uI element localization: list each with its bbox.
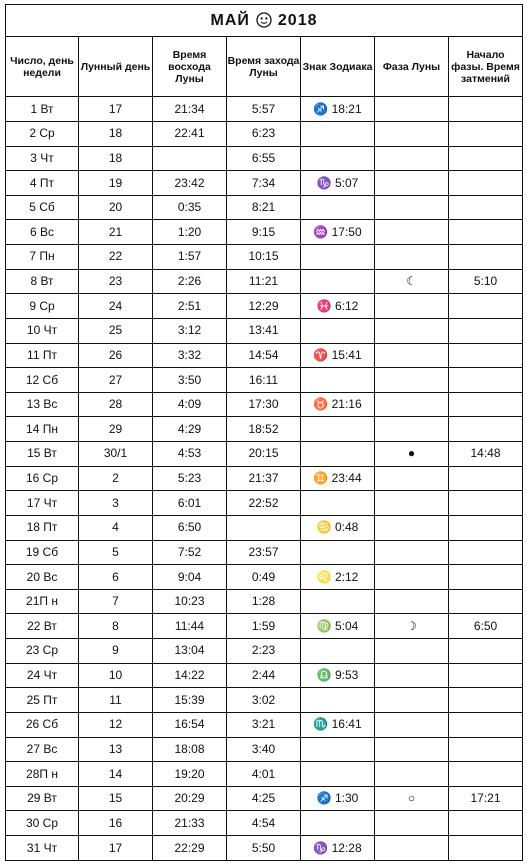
phase-cell (375, 121, 449, 146)
phase-time-cell (449, 368, 523, 393)
lunar-day-cell: 8 (79, 614, 153, 639)
moonset-cell: 1:28 (227, 589, 301, 614)
phase-time-cell (449, 737, 523, 762)
moonrise-cell: 15:39 (153, 688, 227, 713)
month-name: МАЙ (210, 11, 250, 29)
moonset-cell: 12:29 (227, 294, 301, 319)
phase-time-cell (449, 97, 523, 122)
date-cell: 12 Сб (6, 368, 79, 393)
phase-cell (375, 318, 449, 343)
moonrise-cell: 20:29 (153, 786, 227, 811)
phase-time-cell (449, 688, 523, 713)
phase-cell (375, 565, 449, 590)
phase-time-cell: 14:48 (449, 442, 523, 467)
phase-cell (375, 466, 449, 491)
lunar-day-cell: 3 (79, 491, 153, 516)
phase-cell (375, 491, 449, 516)
lunar-day-cell: 24 (79, 294, 153, 319)
moonrise-cell: 1:57 (153, 245, 227, 270)
moonrise-cell: 2:26 (153, 269, 227, 294)
date-cell: 10 Чт (6, 318, 79, 343)
moonset-cell: 3:40 (227, 737, 301, 762)
moonset-cell: 3:21 (227, 712, 301, 737)
table-row (6, 786, 523, 811)
table-row (6, 688, 523, 713)
phase-time-cell (449, 466, 523, 491)
lunar-day-cell: 30/1 (79, 442, 153, 467)
moonset-cell: 18:52 (227, 417, 301, 442)
zodiac-cell: ♉ 21:16 (301, 392, 375, 417)
moonrise-cell: 16:54 (153, 712, 227, 737)
moonset-cell: 2:44 (227, 663, 301, 688)
lunar-day-cell: 5 (79, 540, 153, 565)
lunar-day-cell: 17 (79, 836, 153, 861)
moonrise-cell: 22:29 (153, 836, 227, 861)
zodiac-cell (301, 146, 375, 171)
zodiac-cell: ♌ 2:12 (301, 565, 375, 590)
phase-time-cell (449, 245, 523, 270)
table-row (6, 515, 523, 540)
moonrise-cell: 2:51 (153, 294, 227, 319)
phase-time-cell (449, 589, 523, 614)
zodiac-cell (301, 811, 375, 836)
moonrise-cell (153, 146, 227, 171)
phase-time-cell (449, 565, 523, 590)
zodiac-cell (301, 639, 375, 664)
table-row (6, 737, 523, 762)
lunar-day-cell: 15 (79, 786, 153, 811)
moonset-cell: 14:54 (227, 343, 301, 368)
moonset-cell: 6:55 (227, 146, 301, 171)
date-cell: 14 Пн (6, 417, 79, 442)
table-row (6, 318, 523, 343)
table-row (6, 368, 523, 393)
moon-calendar-table (5, 4, 523, 861)
moonrise-cell: 6:50 (153, 515, 227, 540)
col-header-date: Число, день недели (6, 36, 79, 97)
moonrise-cell: 13:04 (153, 639, 227, 664)
lunar-day-cell: 12 (79, 712, 153, 737)
moonrise-cell: 3:12 (153, 318, 227, 343)
lunar-day-cell: 17 (79, 97, 153, 122)
zodiac-cell (301, 737, 375, 762)
moonset-cell: 13:41 (227, 318, 301, 343)
moonset-cell: 6:23 (227, 121, 301, 146)
moonset-cell: 20:15 (227, 442, 301, 467)
table-row (6, 417, 523, 442)
moonrise-cell: 21:34 (153, 97, 227, 122)
moonset-cell: 9:15 (227, 220, 301, 245)
table-row (6, 146, 523, 171)
table-row (6, 836, 523, 861)
moonrise-cell: 4:09 (153, 392, 227, 417)
phase-time-cell (449, 762, 523, 787)
zodiac-cell (301, 442, 375, 467)
lunar-day-cell: 26 (79, 343, 153, 368)
date-cell: 23 Ср (6, 639, 79, 664)
lunar-day-cell: 28 (79, 392, 153, 417)
phase-cell (375, 171, 449, 196)
lunar-day-cell: 9 (79, 639, 153, 664)
zodiac-cell (301, 368, 375, 393)
phase-time-cell (449, 146, 523, 171)
date-cell: 1 Вт (6, 97, 79, 122)
phase-cell (375, 368, 449, 393)
table-title (6, 5, 523, 37)
lunar-day-cell: 18 (79, 121, 153, 146)
lunar-day-cell: 13 (79, 737, 153, 762)
moonrise-cell: 6:01 (153, 491, 227, 516)
phase-time-cell (449, 639, 523, 664)
table-row (6, 565, 523, 590)
date-cell: 11 Пт (6, 343, 79, 368)
phase-time-cell (449, 318, 523, 343)
table-row (6, 121, 523, 146)
table-row (6, 811, 523, 836)
date-cell: 26 Сб (6, 712, 79, 737)
moonset-cell: 10:15 (227, 245, 301, 270)
moonrise-cell: 11:44 (153, 614, 227, 639)
date-cell: 13 Вс (6, 392, 79, 417)
zodiac-cell: ♊ 23:44 (301, 466, 375, 491)
table-row (6, 639, 523, 664)
moonset-cell: 7:34 (227, 171, 301, 196)
date-cell: 7 Пн (6, 245, 79, 270)
phase-time-cell (449, 195, 523, 220)
table-row (6, 712, 523, 737)
phase-time-cell (449, 121, 523, 146)
lunar-day-cell: 10 (79, 663, 153, 688)
date-cell: 29 Вт (6, 786, 79, 811)
zodiac-cell (301, 762, 375, 787)
zodiac-cell (301, 540, 375, 565)
phase-cell (375, 245, 449, 270)
zodiac-cell (301, 491, 375, 516)
phase-cell (375, 811, 449, 836)
lunar-day-cell: 22 (79, 245, 153, 270)
lunar-day-cell: 18 (79, 146, 153, 171)
zodiac-cell (301, 121, 375, 146)
phase-cell (375, 663, 449, 688)
phase-cell: ○ (375, 786, 449, 811)
zodiac-cell: ♐ 18:21 (301, 97, 375, 122)
phase-time-cell (449, 392, 523, 417)
phase-cell (375, 688, 449, 713)
table-row (6, 491, 523, 516)
phase-cell (375, 762, 449, 787)
zodiac-cell: ♐ 1:30 (301, 786, 375, 811)
moonrise-cell: 18:08 (153, 737, 227, 762)
table-row (6, 392, 523, 417)
date-cell: 27 Вс (6, 737, 79, 762)
date-cell: 17 Чт (6, 491, 79, 516)
date-cell: 25 Пт (6, 688, 79, 713)
date-cell: 6 Вс (6, 220, 79, 245)
phase-cell (375, 195, 449, 220)
phase-time-cell: 17:21 (449, 786, 523, 811)
table-row (6, 762, 523, 787)
phase-cell: ● (375, 442, 449, 467)
table-row (6, 540, 523, 565)
phase-time-cell (449, 712, 523, 737)
moonset-cell: 0:49 (227, 565, 301, 590)
table-row (6, 589, 523, 614)
date-cell: 22 Вт (6, 614, 79, 639)
phase-cell (375, 97, 449, 122)
zodiac-cell (301, 417, 375, 442)
moonrise-cell: 7:52 (153, 540, 227, 565)
phase-cell: ☾ (375, 269, 449, 294)
date-cell: 9 Ср (6, 294, 79, 319)
table-row (6, 195, 523, 220)
phase-time-cell (449, 515, 523, 540)
lunar-day-cell: 16 (79, 811, 153, 836)
moonrise-cell: 19:20 (153, 762, 227, 787)
col-header-phase: Фаза Луны (375, 36, 449, 97)
moonset-cell: 23:57 (227, 540, 301, 565)
moonset-cell: 16:11 (227, 368, 301, 393)
date-cell: 2 Ср (6, 121, 79, 146)
moonset-cell: 21:37 (227, 466, 301, 491)
date-cell: 31 Чт (6, 836, 79, 861)
lunar-day-cell: 20 (79, 195, 153, 220)
moonrise-cell: 21:33 (153, 811, 227, 836)
lunar-day-cell: 27 (79, 368, 153, 393)
phase-cell (375, 836, 449, 861)
date-cell: 28П н (6, 762, 79, 787)
zodiac-cell (301, 269, 375, 294)
col-header-moonrise: Время восхода Луны (153, 36, 227, 97)
table-row (6, 220, 523, 245)
moonset-cell: 11:21 (227, 269, 301, 294)
moonset-cell: 17:30 (227, 392, 301, 417)
date-cell: 30 Ср (6, 811, 79, 836)
phase-time-cell (449, 171, 523, 196)
table-row (6, 269, 523, 294)
zodiac-cell: ♏ 16:41 (301, 712, 375, 737)
phase-cell (375, 589, 449, 614)
zodiac-cell: ♍ 5:04 (301, 614, 375, 639)
year: 2018 (277, 11, 318, 29)
phase-time-cell (449, 811, 523, 836)
moonrise-cell: 23:42 (153, 171, 227, 196)
moonset-cell: 1:59 (227, 614, 301, 639)
moonset-cell: 22:52 (227, 491, 301, 516)
date-cell: 19 Сб (6, 540, 79, 565)
zodiac-cell: ♒ 17:50 (301, 220, 375, 245)
table-row (6, 466, 523, 491)
lunar-day-cell: 2 (79, 466, 153, 491)
table-row (6, 614, 523, 639)
moon-face-icon (256, 12, 272, 28)
phase-time-cell (449, 540, 523, 565)
zodiac-cell: ♑ 12:28 (301, 836, 375, 861)
lunar-day-cell: 6 (79, 565, 153, 590)
zodiac-cell: ♑ 5:07 (301, 171, 375, 196)
date-cell: 24 Чт (6, 663, 79, 688)
phase-cell (375, 712, 449, 737)
phase-cell (375, 220, 449, 245)
date-cell: 20 Вс (6, 565, 79, 590)
phase-cell (375, 639, 449, 664)
zodiac-cell (301, 589, 375, 614)
phase-cell (375, 417, 449, 442)
col-header-phase-time: Начало фазы. Время затмений (449, 36, 523, 97)
table-row (6, 442, 523, 467)
phase-cell (375, 392, 449, 417)
moonset-cell (227, 515, 301, 540)
phase-time-cell (449, 836, 523, 861)
moonrise-cell: 14:22 (153, 663, 227, 688)
lunar-day-cell: 29 (79, 417, 153, 442)
moonrise-cell: 22:41 (153, 121, 227, 146)
table-row (6, 663, 523, 688)
date-cell: 8 Вт (6, 269, 79, 294)
zodiac-cell (301, 318, 375, 343)
moonset-cell: 2:23 (227, 639, 301, 664)
col-header-lunar-day: Лунный день (79, 36, 153, 97)
lunar-day-cell: 14 (79, 762, 153, 787)
phase-cell (375, 294, 449, 319)
date-cell: 18 Пт (6, 515, 79, 540)
zodiac-cell: ♎ 9:53 (301, 663, 375, 688)
phase-cell (375, 343, 449, 368)
title-row (6, 5, 523, 37)
date-cell: 3 Чт (6, 146, 79, 171)
lunar-day-cell: 23 (79, 269, 153, 294)
phase-time-cell (449, 663, 523, 688)
phase-cell (375, 515, 449, 540)
col-header-moonset: Время захода Луны (227, 36, 301, 97)
moonset-cell: 3:02 (227, 688, 301, 713)
date-cell: 4 Пт (6, 171, 79, 196)
lunar-day-cell: 21 (79, 220, 153, 245)
lunar-day-cell: 19 (79, 171, 153, 196)
moonrise-cell: 9:04 (153, 565, 227, 590)
moonset-cell: 4:01 (227, 762, 301, 787)
lunar-day-cell: 25 (79, 318, 153, 343)
lunar-day-cell: 11 (79, 688, 153, 713)
moonrise-cell: 10:23 (153, 589, 227, 614)
moonset-cell: 5:50 (227, 836, 301, 861)
moonrise-cell: 5:23 (153, 466, 227, 491)
table-row (6, 97, 523, 122)
col-header-zodiac: Знак Зодиака (301, 36, 375, 97)
date-cell: 21П н (6, 589, 79, 614)
header-row (6, 36, 523, 97)
moonset-cell: 4:54 (227, 811, 301, 836)
table-row (6, 245, 523, 270)
table-row (6, 171, 523, 196)
table-row (6, 294, 523, 319)
moonrise-cell: 3:50 (153, 368, 227, 393)
date-cell: 16 Ср (6, 466, 79, 491)
moonrise-cell: 0:35 (153, 195, 227, 220)
phase-time-cell (449, 491, 523, 516)
phase-cell (375, 540, 449, 565)
phase-cell (375, 737, 449, 762)
zodiac-cell: ♋ 0:48 (301, 515, 375, 540)
zodiac-cell: ♓ 6:12 (301, 294, 375, 319)
phase-cell (375, 146, 449, 171)
zodiac-cell (301, 688, 375, 713)
moonset-cell: 5:57 (227, 97, 301, 122)
phase-time-cell (449, 220, 523, 245)
moonrise-cell: 1:20 (153, 220, 227, 245)
zodiac-cell (301, 245, 375, 270)
moonrise-cell: 4:53 (153, 442, 227, 467)
table-row (6, 343, 523, 368)
lunar-day-cell: 7 (79, 589, 153, 614)
moonset-cell: 4:25 (227, 786, 301, 811)
phase-cell: ☽ (375, 614, 449, 639)
moonrise-cell: 3:32 (153, 343, 227, 368)
phase-time-cell (449, 343, 523, 368)
phase-time-cell (449, 294, 523, 319)
zodiac-cell: ♈ 15:41 (301, 343, 375, 368)
phase-time-cell (449, 417, 523, 442)
phase-time-cell: 6:50 (449, 614, 523, 639)
date-cell: 5 Сб (6, 195, 79, 220)
moonset-cell: 8:21 (227, 195, 301, 220)
date-cell: 15 Вт (6, 442, 79, 467)
lunar-day-cell: 4 (79, 515, 153, 540)
zodiac-cell (301, 195, 375, 220)
phase-time-cell: 5:10 (449, 269, 523, 294)
moonrise-cell: 4:29 (153, 417, 227, 442)
